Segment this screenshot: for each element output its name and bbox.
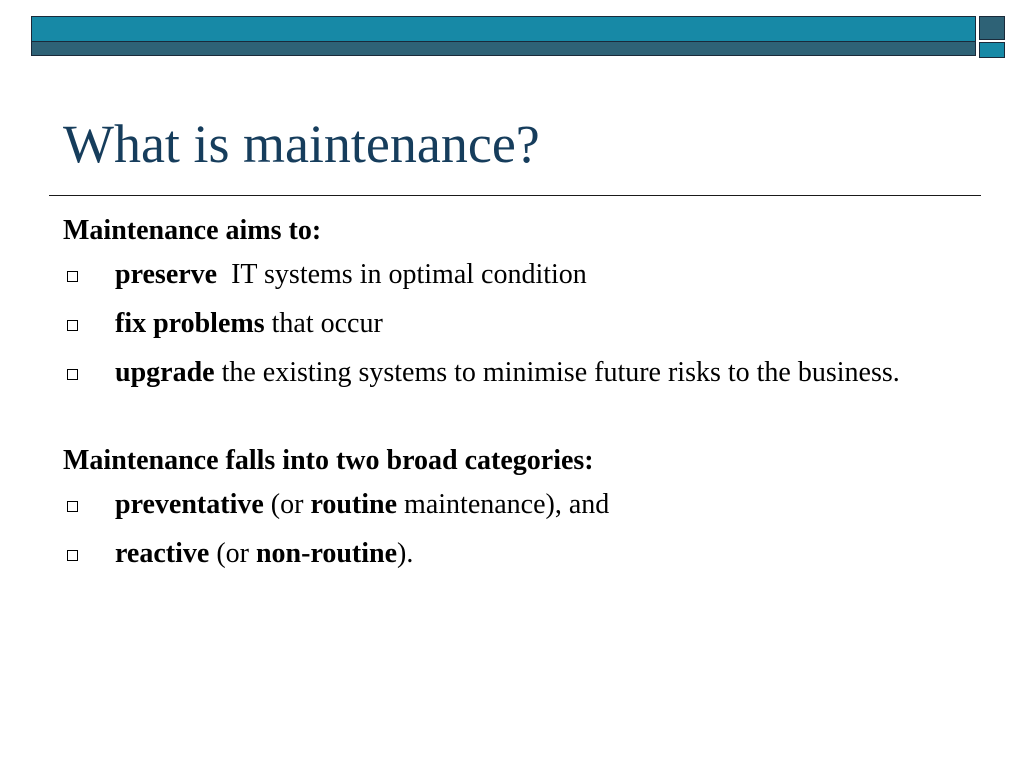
- bullet-keyword: reactive: [115, 538, 210, 569]
- bullet-text: maintenance), and: [397, 489, 610, 520]
- header-corner-blocks: [979, 16, 1005, 58]
- section-heading-aims: Maintenance aims to:: [63, 215, 322, 246]
- corner-square-top: [979, 16, 1005, 40]
- square-bullet-icon: [67, 271, 78, 282]
- square-bullet-icon: [67, 501, 78, 512]
- square-bullet-icon: [67, 550, 78, 561]
- bullet-item: [63, 304, 963, 344]
- bullet-text: IT systems in optimal condition: [217, 259, 587, 290]
- bullet-keyword: routine: [310, 489, 398, 520]
- header-bar: [31, 16, 976, 56]
- section-heading-categories: Maintenance falls into two broad categories:: [63, 445, 594, 476]
- bullet-keyword: non-routine: [255, 538, 398, 569]
- bullet-text: (or: [263, 489, 311, 520]
- bullet-text: ).: [397, 538, 414, 569]
- bullet-item: [63, 255, 963, 295]
- bullet-item: [63, 485, 963, 525]
- bullet-keyword: preserve: [115, 259, 218, 290]
- bullet-keyword: fix problems: [115, 308, 265, 339]
- slide-body: [63, 211, 963, 583]
- corner-square-bottom: [979, 42, 1005, 58]
- square-bullet-icon: [67, 369, 78, 380]
- bullet-keyword: upgrade: [115, 357, 215, 388]
- header-bar-upper: [32, 17, 975, 41]
- bullet-text: the existing systems to minimise future risks to the business.: [214, 357, 900, 388]
- bullet-item: [63, 353, 963, 393]
- header-bar-lower: [32, 41, 975, 55]
- header-band: [31, 16, 1005, 58]
- bullet-keyword: preventative: [115, 489, 264, 520]
- bullet-text: (or: [209, 538, 256, 569]
- bullet-item: [63, 534, 963, 574]
- square-bullet-icon: [67, 320, 78, 331]
- bullet-text: that occur: [264, 308, 383, 339]
- slide-title: What is maintenance?: [63, 114, 540, 174]
- title-divider: [49, 195, 981, 196]
